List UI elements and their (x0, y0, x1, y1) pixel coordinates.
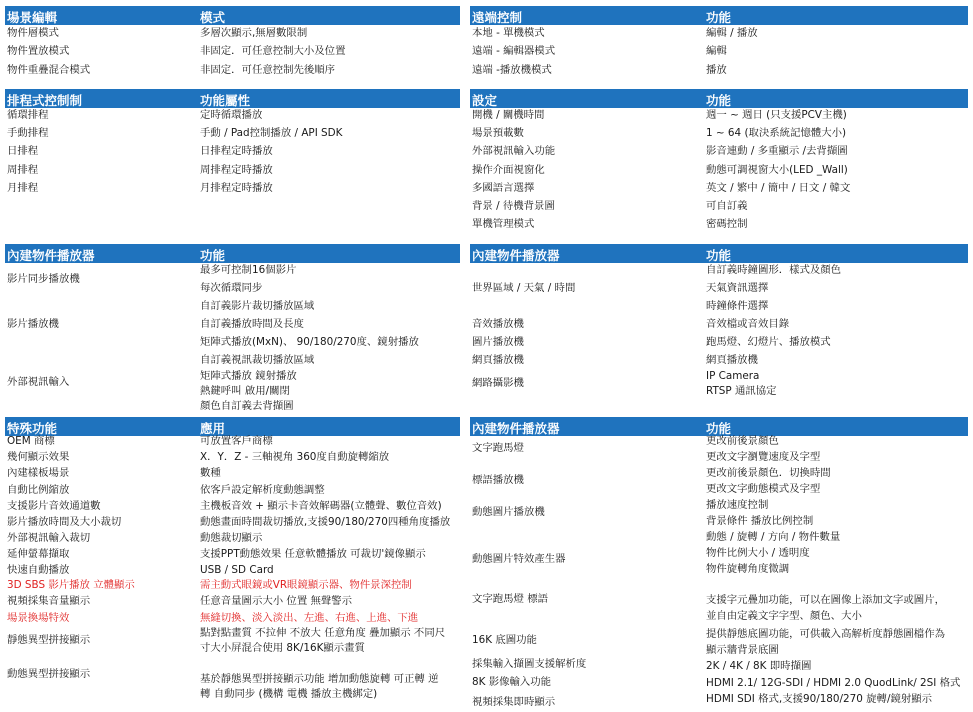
row-label: 網頁播放機 (472, 354, 524, 366)
row-value: 需主動式眼鏡或VR眼鏡顯示器、物件景深控制 (200, 579, 412, 591)
row-label: 動態圖片播放機 (472, 506, 545, 518)
row-label: OEM 商標 (7, 435, 55, 447)
row-label: 延伸螢幕擷取 (7, 548, 70, 560)
row-value: 轉 自動同步 (機構 電機 播放主機綁定) (200, 688, 378, 700)
row-label: 物件重疊混合模式 (7, 64, 91, 76)
row-label: 月排程 (7, 182, 39, 194)
row-value: HDMI SDI 格式,支援90/180/270 旋轉/鏡射顯示 (706, 693, 933, 705)
row-value: 自訂義時鐘圖形．樣式及顏色 (706, 264, 842, 276)
row-value: 動態可調視窗大小(LED _Wall) (706, 164, 848, 176)
header-label: 應用 (200, 421, 226, 436)
row-label: 影片播放機 (7, 318, 59, 330)
builtin-player-header-c (470, 417, 968, 436)
row-value: 自訂義視訊裁切播放區域 (200, 354, 315, 366)
row-label: 循環排程 (7, 109, 49, 121)
settings-section (470, 89, 968, 234)
row-value: 跑馬燈、幻燈片、播放模式 (706, 336, 831, 348)
row-value: 支援PPT動態效果 任意軟體播放 可裁切'鏡像顯示 (200, 548, 426, 560)
row-label: 視頻採集即時顯示 (472, 696, 556, 708)
row-value: 顯示牆背景底圖 (706, 644, 779, 656)
row-value: 網頁播放機 (706, 354, 758, 366)
row-label: 網路攝影機 (472, 377, 524, 389)
row-value: 可自訂義 (706, 200, 748, 212)
row-value: 自訂義影片裁切播放區域 (200, 300, 315, 312)
row-value: 1 ~ 64 (取決系統記憶體大小) (706, 127, 847, 139)
row-value: 手動 / Pad控制播放 / API SDK (200, 127, 343, 139)
row-label: 外部視訊輸入功能 (472, 145, 556, 157)
row-value: 動態 / 旋轉 / 方向 / 物件數量 (706, 531, 841, 543)
header-label: 功能 (706, 421, 732, 436)
row-value: 週一 ~ 週日 (只支援PCV主機) (706, 109, 847, 121)
row-value: 自訂義播放時間及長度 (200, 318, 304, 330)
header-label: 功能 (706, 248, 732, 263)
row-label: 世界區域 / 天氣 / 時間 (472, 282, 576, 294)
builtin-player-section-c (470, 417, 968, 709)
row-value: 更改前後景顏色．切換時間 (706, 467, 831, 479)
row-value: 寸大小屏混合使用 8K/16K顯示畫質 (200, 642, 365, 654)
special-functions-header (5, 417, 460, 436)
row-label: 文字跑馬燈 標語 (472, 593, 549, 605)
row-value: 數種 (200, 467, 221, 479)
settings-header (470, 89, 968, 108)
row-value: 更改前後景顏色 (706, 435, 779, 447)
row-label: 單機管理模式 (472, 218, 535, 230)
row-value: IP Camera (706, 370, 760, 382)
row-value: USB / SD Card (200, 564, 274, 576)
header-label: 內建物件播放器 (472, 248, 560, 263)
row-label: 採集輸入擷圖支援解析度 (472, 658, 587, 670)
row-value: 主機板音效 + 顯示卡音效解碼器(立體聲、數位音效) (200, 500, 442, 512)
row-value: 播放速度控制 (706, 499, 769, 511)
row-label: 圖片播放機 (472, 336, 524, 348)
row-value: X．Y．Z - 三軸視角 360度自動旋轉縮放 (200, 451, 390, 463)
row-label: 幾何顯示效果 (7, 451, 70, 463)
row-value: 非固定．可任意控制先後順序 (200, 64, 336, 76)
row-label: 影片同步播放機 (7, 273, 80, 285)
row-label: 手動排程 (7, 127, 49, 139)
row-value: 依客戶設定解析度動態調整 (200, 484, 325, 496)
header-label: 功能 (706, 93, 732, 108)
remote-control-section (470, 6, 968, 81)
row-value: 無縫切換、淡入淡出、左進、右進、上進、下進 (200, 612, 419, 624)
row-value: 多層次顯示,無層數限制 (200, 27, 308, 39)
row-value: 月排程定時播放 (200, 182, 273, 194)
row-value: 顏色自訂義去背擷圖 (200, 400, 294, 412)
row-label: 8K 影像輸入功能 (472, 676, 552, 688)
row-value: 音效檔或音效目錄 (706, 318, 790, 330)
row-value: 物件旋轉角度微調 (706, 563, 790, 575)
header-label: 功能 (200, 248, 226, 263)
row-label: 視頻採集音量顯示 (7, 595, 91, 607)
row-label: 支援影片音效通道數 (7, 500, 101, 512)
row-label: 內建樣板場景 (7, 467, 70, 479)
row-label: 動態圖片特效產生器 (472, 553, 566, 565)
row-value: 密碼控制 (706, 218, 748, 230)
row-label: 外部視訊輸入 (7, 376, 70, 388)
row-label: 本地 - 單機模式 (472, 27, 545, 39)
header-label: 特殊功能 (7, 421, 58, 436)
row-value: 任意音量圖示大小 位置 無聲警示 (200, 595, 353, 607)
row-value: 周排程定時播放 (200, 164, 273, 176)
row-label: 操作介面視窗化 (472, 164, 545, 176)
row-value: 每次循環同步 (200, 282, 263, 294)
row-value: 更改文字瀏覽速度及字型 (706, 451, 821, 463)
row-label: 日排程 (7, 145, 39, 157)
row-label: 快速自動播放 (7, 564, 70, 576)
row-label: 物件層模式 (7, 27, 59, 39)
header-label: 遠端控制 (472, 10, 523, 25)
row-value: 背景條件 播放比例控制 (706, 515, 814, 527)
row-value: 編輯 (706, 45, 727, 57)
row-label: 自動比例縮放 (7, 484, 70, 496)
header-label: 功能 (706, 10, 732, 25)
row-value: 基於靜態異型拼接顯示功能 增加動態旋轉 可正轉 逆 (200, 673, 439, 685)
row-value: 影音連動 / 多重顯示 /去背擷圖 (706, 145, 848, 157)
row-label: 靜態異型拼接顯示 (7, 634, 91, 646)
header-label: 設定 (472, 93, 498, 108)
row-value: 矩陣式播放(MxN)、 90/180/270度、鏡射播放 (200, 336, 419, 348)
row-label: 物件置放模式 (7, 45, 70, 57)
builtin-player-header-a (5, 244, 460, 263)
header-label: 排程式控制制 (7, 93, 83, 108)
row-label: 影片播放時間及大小裁切 (7, 516, 122, 528)
row-value: 提供靜態底圖功能，可供載入高解析度靜態圖檔作為 (706, 628, 945, 640)
remote-control-header (470, 6, 968, 25)
row-label: 場景換場特效 (7, 612, 70, 624)
row-value: RTSP 通訊協定 (706, 385, 777, 397)
builtin-player-section-a (5, 244, 460, 414)
header-label: 功能屬性 (200, 93, 251, 108)
scene-edit-header (5, 6, 460, 25)
row-value: 日排程定時播放 (200, 145, 273, 157)
builtin-player-section-b (470, 244, 968, 402)
row-label: 動態異型拼接顯示 (7, 668, 91, 680)
scene-edit-section (5, 6, 460, 81)
row-label: 周排程 (7, 164, 39, 176)
row-value: 定時循環播放 (200, 109, 263, 121)
builtin-player-header-b (470, 244, 968, 263)
row-value: 物件比例大小 / 透明度 (706, 547, 810, 559)
row-value: 天氣資訊選擇 (706, 282, 769, 294)
row-label: 開機 / 關機時間 (472, 109, 545, 121)
row-value: 更改文字動態模式及字型 (706, 483, 821, 495)
row-label: 3D SBS 影片播放 立體顯示 (7, 579, 135, 591)
row-value: 支援字元疊加功能，可以在圖像上添加文字或圖片， (706, 594, 945, 606)
row-label: 多國語言選擇 (472, 182, 535, 194)
row-label: 遠端 -播放機模式 (472, 64, 552, 76)
row-value: 編輯 / 播放 (706, 27, 758, 39)
row-value: HDMI 2.1/ 12G-SDI / HDMI 2.0 QuodLink/ 2SI 格式 (706, 677, 961, 689)
row-label: 場景預載數 (472, 127, 524, 139)
row-label: 16K 底圖功能 (472, 634, 537, 646)
row-label: 文字跑馬燈 (472, 442, 524, 454)
row-label: 遠端 - 編輯器模式 (472, 45, 556, 57)
row-value: 時鐘條件選擇 (706, 300, 769, 312)
header-label: 內建物件播放器 (472, 421, 560, 436)
schedule-control-header (5, 89, 460, 108)
row-value: 點對點畫質 不拉伸 不放大 任意角度 疊加顯示 不同尺 (200, 627, 446, 639)
row-value: 並自由定義文字字型、顏色、大小 (706, 610, 862, 622)
row-value: 熱鍵呼叫 啟用/關閉 (200, 385, 290, 397)
row-value: 最多可控制16個影片 (200, 264, 297, 276)
header-label: 模式 (200, 10, 226, 25)
row-value: 非固定．可任意控制大小及位置 (200, 45, 346, 57)
row-value: 2K / 4K / 8K 即時擷圖 (706, 660, 812, 672)
row-label: 外部視訊輸入裁切 (7, 532, 91, 544)
row-label: 音效播放機 (472, 318, 524, 330)
row-value: 動態裁切顯示 (200, 532, 263, 544)
row-value: 矩陣式播放 鏡射播放 (200, 370, 297, 382)
row-value: 動態畫面時間裁切播放,支援90/180/270四種角度播放 (200, 516, 451, 528)
header-label: 內建物件播放器 (7, 248, 95, 263)
row-label: 標語播放機 (472, 474, 524, 486)
header-label: 場景編輯 (7, 10, 58, 25)
special-functions-section (5, 417, 460, 709)
row-value: 播放 (706, 64, 727, 76)
row-value: 可放置客戶商標 (200, 435, 273, 447)
row-value: 英文 / 繁中 / 簡中 / 日文 / 韓文 (706, 182, 851, 194)
row-label: 背景 / 待機背景圖 (472, 200, 555, 212)
schedule-control-section (5, 89, 460, 199)
